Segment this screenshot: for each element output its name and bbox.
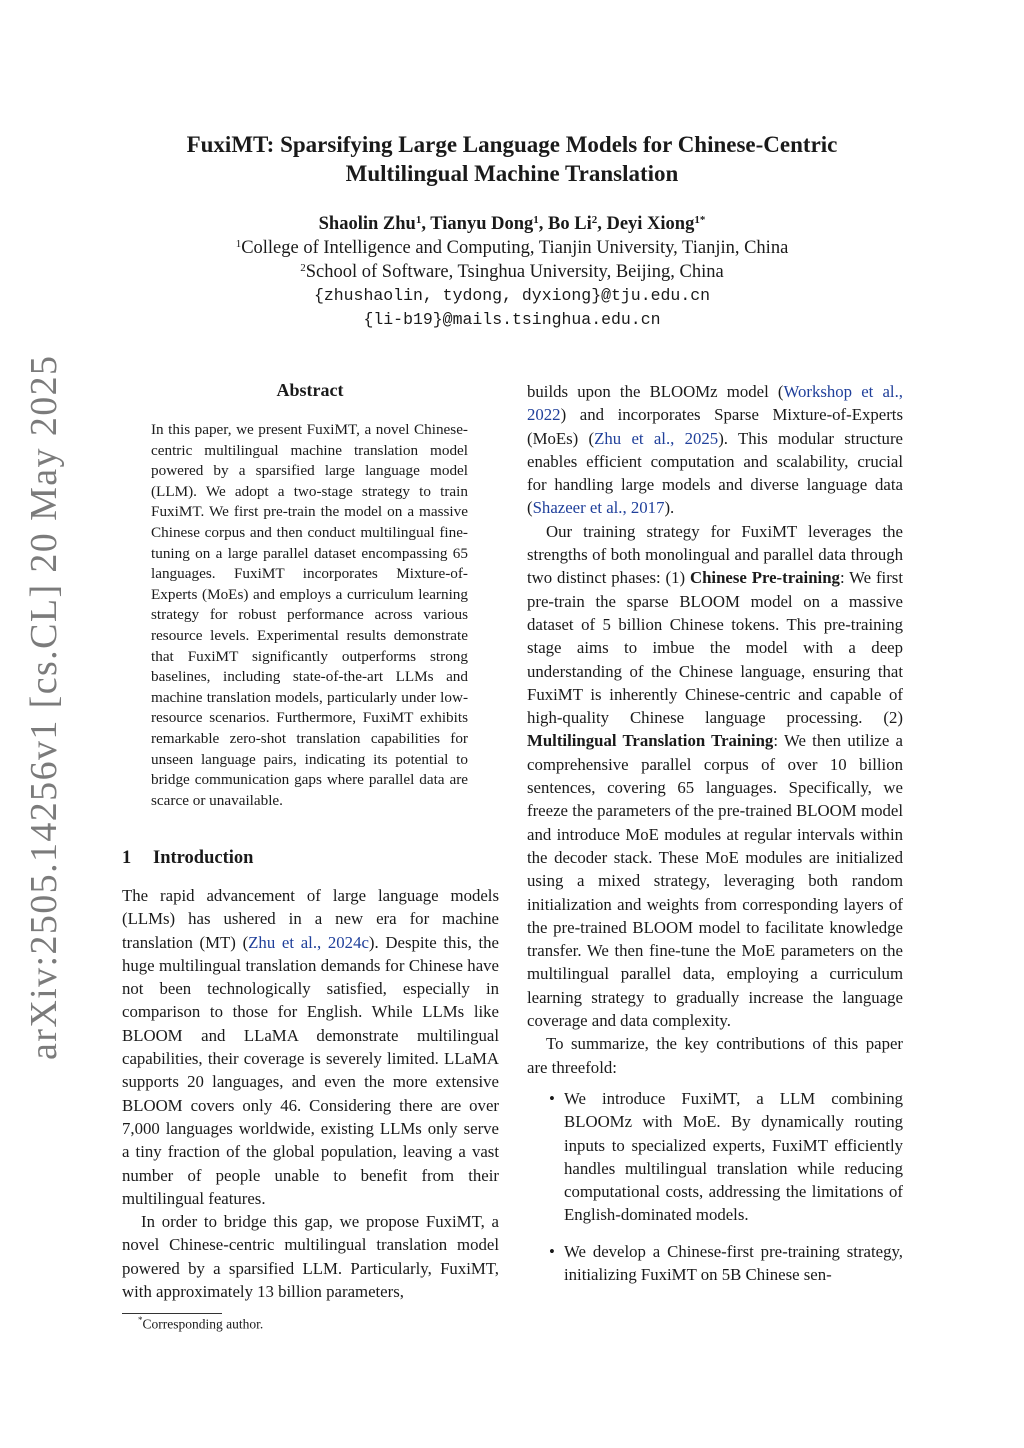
footnote — [138, 1315, 498, 1333]
intro-paragraph-2: In order to bridge this gap, we propose FuxiMT, a novel Chinese-centric multilingual translation model powered by a sparsified LLM. Particularly, FuxiMT, with approximately 13 billion parameters, — [122, 1212, 499, 1302]
list-item: • We introduce FuxiMT, a LLM combining BLOOMz with MoE. By dynamically routing inputs to specialized experts, FuxiMT efficiently handles multilingual translation while reducing computational costs, addressing the limitations of English-dominated models. — [527, 1087, 903, 1227]
footnote-rule — [122, 1313, 222, 1314]
right-column-body — [527, 380, 903, 1299]
text-run: Our training strategy for FuxiMT leverages the strengths of both monolingual and parallel data through two distinct phases: (1) — [527, 521, 903, 588]
citation-link[interactable]: Zhu et al., 2024c — [248, 932, 369, 952]
text-run: ) and incorporates Sparse Mixture-of-Experts (MoEs) ( — [527, 405, 903, 448]
email-line-1[interactable]: {zhushaolin, tydong, dyxiong}@tju.edu.cn — [313, 286, 711, 305]
author-mark: 1* — [694, 214, 706, 226]
paper-title — [120, 130, 904, 188]
author-mark: 2 — [591, 214, 598, 226]
contribution-list — [527, 1087, 903, 1286]
arxiv-identifier-stamp: arXiv:2505.14256v1 [cs.CL] 20 May 2025 — [23, 354, 65, 1060]
author-name: Bo Li — [548, 214, 592, 234]
affiliation-mark: 1 — [235, 238, 242, 250]
bold-term: Multilingual Translation Training — [527, 731, 774, 751]
affiliation-2 — [120, 260, 904, 284]
footnote-text: Corresponding author. — [142, 1316, 264, 1332]
text-run: : We then utilize a comprehensive parallel corpus of over 10 billion sentences, covering 65 languages. Specifically, we freeze the parameters of the pre-trained BLOOM model and introduce MoE modules at regular intervals within the decoder stack. These MoE modules are initialized using a mixed strategy, leveraging both random initialization and weights from corresponding layers of the pre-trained BLOOM model to facilitate knowledge transfer. We then fine-tune the MoE parameters on the multilingual parallel data, employing a curriculum learning strategy to gradually increase the language coverage and data complexity. — [527, 731, 903, 1031]
text-run: ). This modular structure enables efficient computation and scalability, crucial for handling large models and diverse language data ( — [527, 428, 903, 518]
author-block — [120, 212, 904, 332]
abstract-heading: Abstract — [276, 380, 344, 400]
author-mark: 1 — [533, 214, 539, 226]
text-run: ). — [664, 498, 675, 518]
author-name: Shaolin Zhu — [318, 214, 416, 234]
section-heading-introduction — [122, 848, 502, 869]
left-column-body — [122, 884, 499, 1303]
citation-link[interactable]: Shazeer et al., 2017 — [532, 498, 665, 518]
intro-paragraph-1 — [122, 884, 499, 1210]
footnote-mark: * — [138, 1315, 143, 1325]
bold-term: Chinese Pre-training — [689, 568, 840, 588]
author-name: Deyi Xiong — [606, 214, 695, 234]
author-name: Tianyu Dong — [430, 214, 534, 234]
text-run: The rapid advancement of large language models (LLMs) has ushered in a new era for machine translation (MT) ( — [122, 886, 499, 952]
text-run: : We first pre-train the sparse BLOOM model on a massive dataset of 5 billion Chinese tokens. This pre-training stage aims to imbue the model with a deep understanding of the Chinese language, ensuring that FuxiMT is inherently Chinese-centric and capable of high-quality Chinese language processing. (2) — [527, 568, 903, 728]
list-item: • We develop a Chinese-first pre-training strategy, initializing FuxiMT on 5B Chinese sen- — [527, 1240, 903, 1287]
email-line-2[interactable]: {li-b19}@mails.tsinghua.edu.cn — [363, 310, 661, 329]
affiliation-mark: 2 — [300, 262, 306, 274]
abstract-text: In this paper, we present FuxiMT, a novel Chinese-centric multilingual machine translation model powered by a sparsified large language model (LLM). We adopt a two-stage strategy to train FuxiMT. We first pre-train the model on a massive Chinese corpus and then conduct multilingual fine-tuning on a large parallel dataset encompassing 65 languages. FuxiMT incorporates Mixture-of-Experts (MoEs) and employs a curriculum learning strategy for robust performance across various resource levels. Experimental results demonstrate that FuxiMT significantly outperforms strong baselines, including state-of-the-art LLMs and machine translation models, particularly under low-resource scenarios. Furthermore, FuxiMT exhibits remarkable zero-shot translation capabilities for unseen language pairs, indicating its potential to bridge communication gaps where parallel data are scarce or unavailable. — [151, 421, 468, 809]
section-number: 1 — [122, 848, 132, 868]
author-mark: 1 — [415, 214, 422, 226]
right-paragraph-3: To summarize, the key contributions of this paper are threefold: — [527, 1034, 903, 1077]
right-paragraph-1 — [527, 380, 903, 520]
affiliation-text: School of Software, Tsinghua University, Beijing, China — [305, 262, 724, 282]
text-run: ). Despite this, the huge multilingual translation demands for Chinese have not been technologically satisfied, especially in comparison to those for English. While LLMs like BLOOM and LLaMA demonstrate multilingual capabilities, their coverage is severely limited. LLaMA supports 20 languages, and even the more extensive BLOOM covers only 46. Considering there are over 7,000 languages worldwide, existing LLMs only serve a tiny fraction of the global population, leaving a vast number of people unable to benefit from their multilingual features. — [122, 932, 499, 1208]
right-paragraph-2 — [527, 520, 903, 1033]
section-title: Introduction — [153, 848, 254, 868]
affiliation-text: College of Intelligence and Computing, Tianjin University, Tianjin, China — [241, 238, 789, 258]
title-line-2: Multilingual Machine Translation — [345, 161, 679, 186]
title-line-1: FuxiMT: Sparsifying Large Language Models for Chinese-Centric — [186, 132, 838, 157]
text-run: builds upon the BLOOMz model ( — [527, 382, 784, 401]
affiliation-1 — [120, 236, 904, 260]
citation-link[interactable]: Zhu et al., 2025 — [594, 428, 719, 448]
citation-link[interactable]: Workshop et al., 2022 — [527, 382, 903, 425]
author-names: Shaolin Zhu$^1$, Tianyu Dong$^1$, Bo Li$^2$, Deyi Xiong$^{1*}$ — [318, 214, 706, 234]
